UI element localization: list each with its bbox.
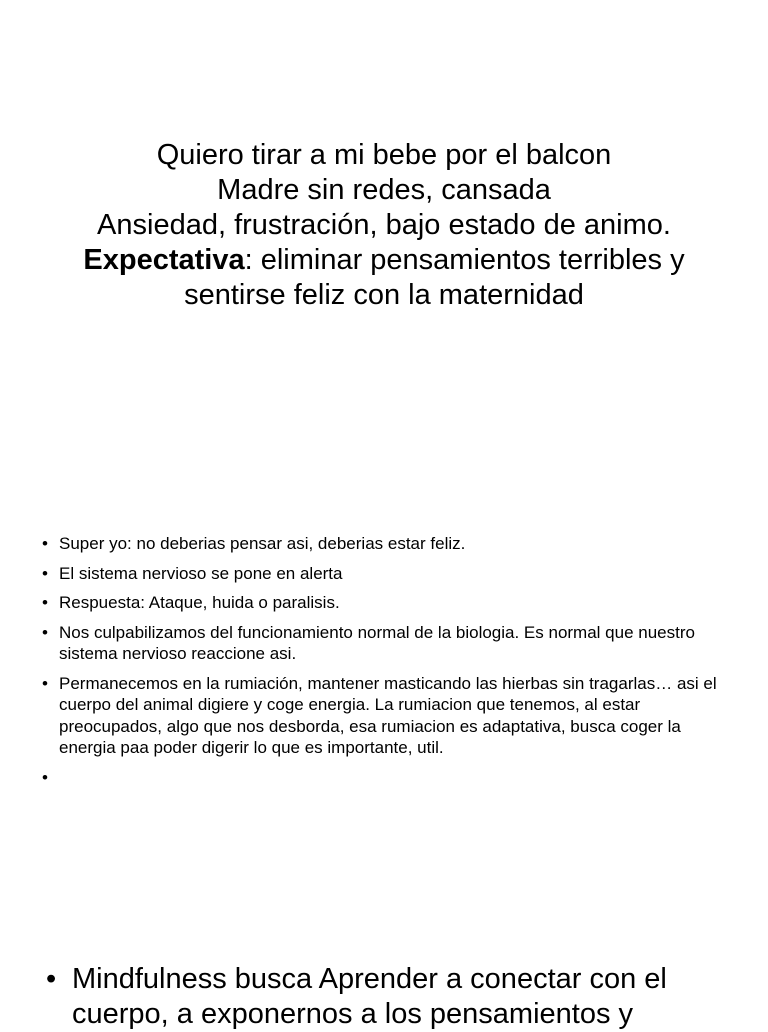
- list-item: [42, 767, 742, 788]
- slide-title-block: [20, 138, 748, 313]
- list-item: [46, 962, 746, 1032]
- list-item: [42, 563, 742, 585]
- list-item-text: El sistema nervioso se pone en alerta: [59, 563, 343, 583]
- expectation-line: [20, 243, 748, 278]
- bullet-icon: •: [42, 593, 48, 612]
- title-line-3: Ansiedad, frustración, bajo estado de animo.: [97, 209, 671, 241]
- list-item-text: Mindfulness busca Aprender a conectar con el cuerpo, a exponernos a los pensamientos y: [72, 963, 667, 1030]
- list-item: [42, 533, 742, 555]
- list-item-text: Super yo: no deberias pensar asi, deberias estar feliz.: [59, 534, 466, 553]
- bullet-icon: •: [42, 534, 48, 553]
- mindfulness-bullet-list: [46, 962, 746, 1032]
- title-line-1: Quiero tirar a mi bebe por el balcon: [156, 139, 612, 171]
- bullet-icon: •: [46, 963, 57, 995]
- list-item: [42, 673, 742, 759]
- expectation-label: Expectativa: [83, 244, 245, 276]
- bullet-list: [42, 533, 742, 796]
- list-item-text: Nos culpabilizamos del funcionamiento normal de la biologia. Es normal que nuestro sistema nervioso reaccione asi.: [59, 622, 695, 663]
- list-item-text: Respuesta: Ataque, huida o paralisis.: [59, 593, 340, 612]
- bullet-icon: •: [42, 622, 48, 642]
- list-item: [42, 592, 742, 614]
- list-item: [42, 622, 742, 665]
- expectation-text: : eliminar pensamientos terribles y: [244, 244, 685, 276]
- bullet-icon: •: [42, 563, 48, 583]
- title-line-5: sentirse feliz con la maternidad: [184, 279, 584, 311]
- bullet-icon: •: [42, 673, 48, 693]
- list-item-text: Permanecemos en la rumiación, mantener masticando las hierbas sin tragarlas… asi el cuerpo del animal digiere y coge energia. La rumiacion que tenemos, al estar preocupados, algo que nos desborda, esa rumiacion es adaptativa, busca coger la energia paa poder digerir lo que es importante, util.: [59, 673, 717, 757]
- bullet-icon: •: [42, 767, 48, 787]
- title-line-2: Madre sin redes, cansada: [217, 174, 551, 206]
